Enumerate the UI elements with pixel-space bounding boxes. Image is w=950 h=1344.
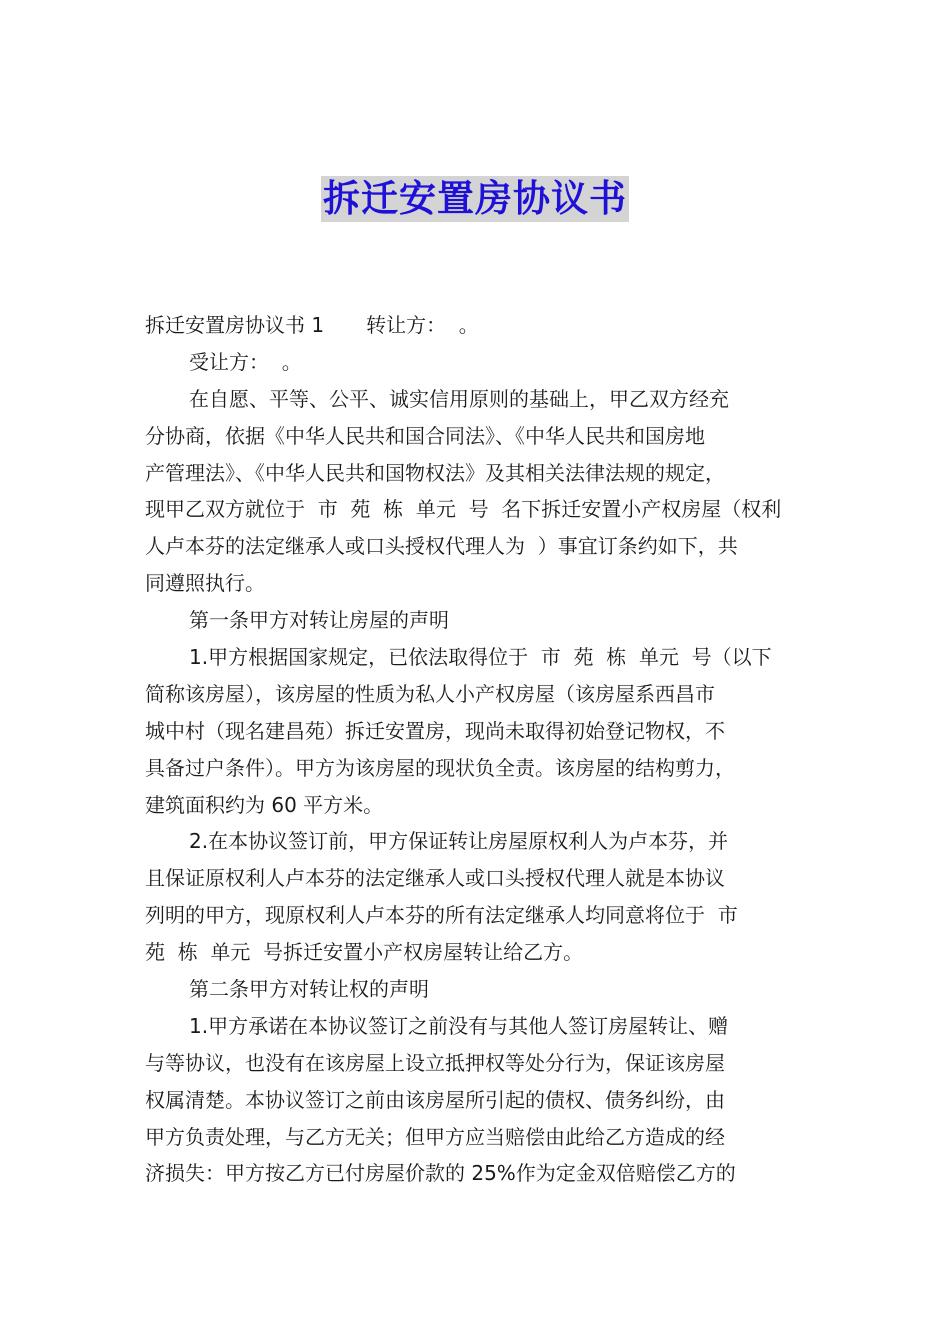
paragraph-line: 受让方： 。 <box>189 349 302 374</box>
paragraph-line: 与等协议，也没有在该房屋上设立抵押权等处分行为，保证该房屋 <box>145 1050 725 1075</box>
paragraph-line: 甲方负责处理，与乙方无关；但甲方应当赔偿由此给乙方造成的经 <box>145 1124 725 1149</box>
paragraph-line: 济损失：甲方按乙方已付房屋价款的 25%作为定金双倍赔偿乙方的 <box>145 1161 736 1186</box>
paragraph-line: 2.在本协议签订前，甲方保证转让房屋原权利人为卢本芬，并 <box>189 829 729 854</box>
paragraph-line: 城中村（现名建昌苑）拆迁安置房，现尚未取得初始登记物权，不 <box>145 718 725 743</box>
paragraph-line: 现甲乙双方就位于 市 苑 栋 单元 号 名下拆迁安置小产权房屋（权利 <box>145 497 782 522</box>
paragraph-line: 建筑面积约为 60 平方米。 <box>145 792 384 817</box>
section-heading: 第二条甲方对转让权的声明 <box>189 977 429 1002</box>
paragraph-line: 列明的甲方，现原权利人卢本芬的所有法定继承人均同意将位于 市 <box>145 903 738 928</box>
paragraph-line: 人卢本芬的法定继承人或口头授权代理人为 ）事宜订条约如下，共 <box>145 534 738 559</box>
paragraph-line: 权属清楚。本协议签订之前由该房屋所引起的债权、债务纠纷，由 <box>145 1087 725 1112</box>
paragraph-line: 产管理法》、《中华人民共和国物权法》及其相关法律法规的规定， <box>145 460 725 485</box>
paragraph-line: 在自愿、平等、公平、诚实信用原则的基础上，甲乙双方经充 <box>189 386 729 411</box>
paragraph-line: 简称该房屋），该房屋的性质为私人小产权房屋（该房屋系西昌市 <box>145 681 715 706</box>
paragraph-line: 苑 栋 单元 号拆迁安置小产权房屋转让给乙方。 <box>145 940 584 965</box>
paragraph-line: 分协商，依据《中华人民共和国合同法》、《中华人民共和国房地 <box>145 423 705 448</box>
paragraph-line: 1.甲方根据国家规定，已依法取得位于 市 苑 栋 单元 号（以下 <box>189 645 772 670</box>
title-container <box>0 176 950 222</box>
paragraph-line: 且保证原权利人卢本芬的法定继承人或口头授权代理人就是本协议 <box>145 866 725 891</box>
document-body <box>145 307 810 1192</box>
header-line-left: 拆迁安置房协议书 1 <box>145 313 325 337</box>
document-title: 拆迁安置房协议书 <box>323 177 627 220</box>
header-line-right: 转让方： 。 <box>366 313 479 337</box>
section-heading: 第一条甲方对转让房屋的声明 <box>189 608 449 633</box>
paragraph-line: 1.甲方承诺在本协议签订之前没有与其他人签订房屋转让、赠 <box>189 1013 729 1038</box>
paragraph-line: 具备过户条件）。甲方为该房屋的现状负全责。该房屋的结构剪力， <box>145 755 735 780</box>
paragraph-line: 同遵照执行。 <box>145 571 265 596</box>
header-line <box>145 307 810 344</box>
